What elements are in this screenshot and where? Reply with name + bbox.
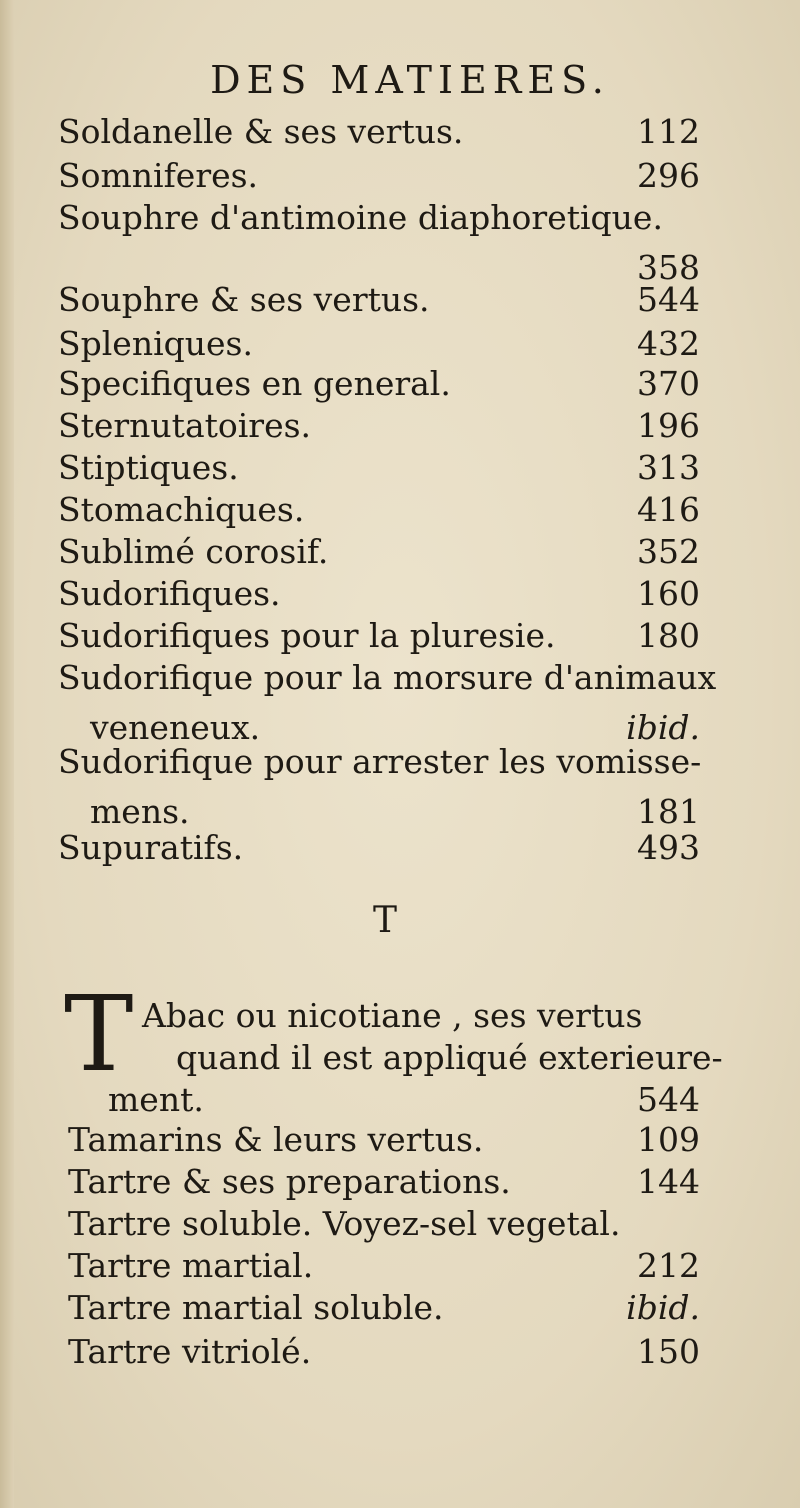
entry-page: 144 bbox=[637, 1162, 700, 1201]
entry-term: Tamarins & leurs vertus. bbox=[68, 1120, 484, 1159]
entry-term: Spleniques. bbox=[58, 324, 253, 363]
entry-page: 296 bbox=[637, 156, 700, 195]
entry-page: 544 bbox=[637, 1080, 700, 1119]
entry-page: ibid. bbox=[626, 708, 700, 747]
entry-page: 493 bbox=[637, 828, 700, 867]
entry-term: Soldanelle & ses vertus. bbox=[58, 112, 464, 151]
entry-term: Sudorifiques pour la pluresie. bbox=[58, 616, 556, 655]
entry-term: Tartre martial soluble. bbox=[68, 1288, 444, 1327]
tabac-line-1: Abac ou nicotiane , ses vertus bbox=[142, 996, 643, 1035]
entry-term: Sudorifique pour la morsure d'animaux bbox=[58, 658, 717, 697]
entry-continuation: veneneux. bbox=[90, 708, 261, 747]
entry-page: 212 bbox=[637, 1246, 700, 1285]
entry-term: Sudorifique pour arrester les vomisse- bbox=[58, 742, 702, 781]
entry-term: Souphre & ses vertus. bbox=[58, 280, 430, 319]
entry-page: 196 bbox=[637, 406, 700, 445]
entry-term: Souphre d'antimoine diaphoretique. bbox=[58, 198, 663, 237]
entry-page: 181 bbox=[637, 792, 700, 831]
entry-page: 313 bbox=[637, 448, 700, 487]
entry-page: 358 bbox=[637, 248, 700, 287]
entry-page: 180 bbox=[637, 616, 700, 655]
drop-cap: T bbox=[64, 973, 134, 1095]
entry-page: 109 bbox=[637, 1120, 700, 1159]
entry-term: Sublimé corosif. bbox=[58, 532, 329, 571]
entry-term: Stomachiques. bbox=[58, 490, 305, 529]
entry-term: Tartre soluble. Voyez-sel vegetal. bbox=[68, 1204, 621, 1243]
entry-term: Stiptiques. bbox=[58, 448, 239, 487]
entry-term: Sudorifiques. bbox=[58, 574, 281, 613]
entry-page: 544 bbox=[637, 280, 700, 319]
entry-page: 416 bbox=[637, 490, 700, 529]
entry-term: Sternutatoires. bbox=[58, 406, 312, 445]
entry-term: Specifiques en general. bbox=[58, 364, 451, 403]
entry-term: Somniferes. bbox=[58, 156, 259, 195]
entry-page: 160 bbox=[637, 574, 700, 613]
page-header: DES MATIERES. bbox=[210, 58, 610, 102]
entry-page: 150 bbox=[637, 1332, 700, 1371]
entry-page: 432 bbox=[637, 324, 700, 363]
entry-term: ment. bbox=[108, 1080, 204, 1119]
entry-page: 112 bbox=[637, 112, 700, 151]
entry-term: Tartre vitriolé. bbox=[68, 1332, 312, 1371]
entry-term: Tartre martial. bbox=[68, 1246, 314, 1285]
entry-continuation: mens. bbox=[90, 792, 190, 831]
entry-page: 370 bbox=[637, 364, 700, 403]
entry-page: 352 bbox=[637, 532, 700, 571]
section-letter: T bbox=[372, 900, 397, 941]
entry-term: Tartre & ses preparations. bbox=[68, 1162, 511, 1201]
tabac-line-2: quand il est appliqué exterieure- bbox=[176, 1038, 723, 1077]
entry-page: ibid. bbox=[626, 1288, 700, 1327]
page-binding-edge bbox=[0, 0, 14, 1508]
entry-term: Supuratifs. bbox=[58, 828, 244, 867]
